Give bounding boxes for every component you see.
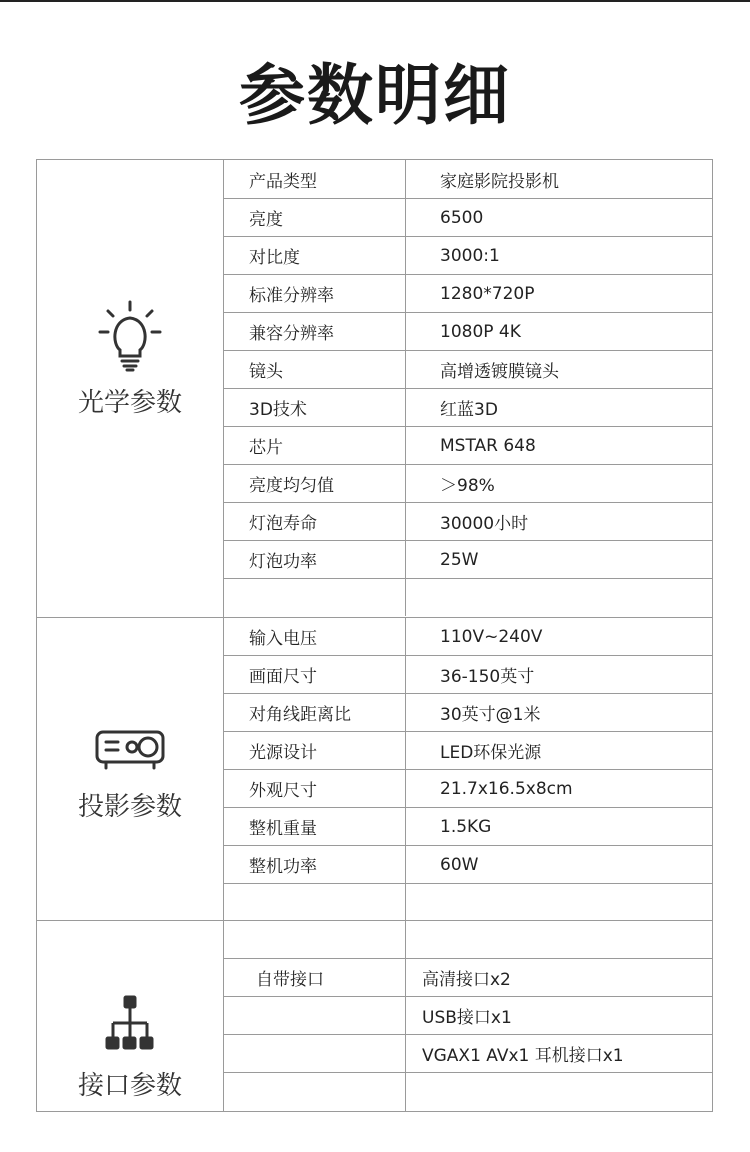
projector-icon xyxy=(94,728,166,772)
table-row xyxy=(224,389,712,427)
spec-key: 外观尺寸 xyxy=(224,770,406,807)
table-row xyxy=(224,237,712,275)
table-row xyxy=(224,770,712,808)
spec-value: 家庭影院投影机 xyxy=(440,171,559,192)
table-row xyxy=(224,541,712,579)
table-row xyxy=(224,465,712,503)
spec-value: 高增透镀膜镜头 xyxy=(440,362,559,382)
spec-table xyxy=(36,159,713,1112)
section-interfaces xyxy=(37,921,712,1111)
table-row xyxy=(224,199,712,237)
spec-value: 30英寸@1米 xyxy=(440,705,541,725)
spec-key xyxy=(224,579,406,616)
spec-value: ＞98% xyxy=(440,476,495,496)
spec-key: 光源设计 xyxy=(224,732,406,769)
lightbulb-icon xyxy=(98,300,162,372)
spec-key xyxy=(224,921,406,958)
table-row xyxy=(224,656,712,694)
table-row xyxy=(224,732,712,770)
spec-value: 110V~240V xyxy=(440,626,543,647)
spec-key: 灯泡功率 xyxy=(224,541,406,578)
spec-key: 芯片 xyxy=(224,427,406,464)
category-cell-projection xyxy=(37,618,224,920)
spec-value: 1080P 4K xyxy=(440,321,521,342)
spec-key: 对角线距离比 xyxy=(224,694,406,731)
spec-key: 灯泡寿命 xyxy=(224,503,406,540)
spec-rows xyxy=(224,618,712,920)
spec-value xyxy=(406,1073,712,1111)
section-optical xyxy=(37,160,712,618)
spec-value: 60W xyxy=(440,854,479,875)
spec-value: 红蓝3D xyxy=(440,400,498,420)
table-row xyxy=(224,313,712,351)
spec-value: 30000小时 xyxy=(440,514,529,534)
spec-key xyxy=(224,997,406,1034)
spec-key: 整机重量 xyxy=(224,808,406,845)
spec-key: 输入电压 xyxy=(224,618,406,655)
category-label: 光学参数 xyxy=(77,388,182,418)
table-row xyxy=(224,579,712,616)
top-rule xyxy=(0,0,750,2)
table-row xyxy=(224,275,712,313)
table-row xyxy=(224,427,712,465)
table-row xyxy=(224,808,712,846)
table-row xyxy=(224,846,712,884)
section-projection xyxy=(37,618,712,921)
spec-key: 兼容分辨率 xyxy=(224,313,406,350)
spec-key: 镜头 xyxy=(224,351,406,388)
category-label: 投影参数 xyxy=(77,792,182,822)
spec-value: 高清接口x2 xyxy=(422,970,511,990)
spec-value: 6500 xyxy=(440,207,484,228)
spec-key xyxy=(224,884,406,920)
spec-value: 3000:1 xyxy=(440,245,500,266)
spec-key: 3D技术 xyxy=(224,389,406,426)
spec-key: 整机功率 xyxy=(224,846,406,883)
spec-key: 自带接口 xyxy=(224,959,406,996)
spec-key: 画面尺寸 xyxy=(224,656,406,693)
spec-key: 标准分辨率 xyxy=(224,275,406,312)
spec-key xyxy=(224,1073,406,1111)
category-cell-optical xyxy=(37,160,224,617)
network-hierarchy-icon xyxy=(104,995,156,1053)
table-row xyxy=(224,694,712,732)
table-row xyxy=(224,618,712,656)
spec-value: MSTAR 648 xyxy=(440,435,536,456)
table-row xyxy=(224,959,712,997)
table-row xyxy=(224,884,712,920)
spec-rows xyxy=(224,921,712,1111)
spec-key xyxy=(224,1035,406,1072)
table-row xyxy=(224,160,712,199)
spec-value: 1280*720P xyxy=(440,283,535,304)
table-row xyxy=(224,921,712,959)
spec-value xyxy=(406,921,712,958)
spec-value xyxy=(406,884,712,920)
spec-rows xyxy=(224,160,712,616)
spec-key: 对比度 xyxy=(224,237,406,274)
spec-key: 亮度均匀值 xyxy=(224,465,406,502)
spec-key: 产品类型 xyxy=(224,160,406,198)
table-row xyxy=(224,351,712,389)
spec-value: 21.7x16.5x8cm xyxy=(440,778,573,799)
spec-value: 1.5KG xyxy=(440,816,492,837)
spec-value: LED环保光源 xyxy=(440,743,542,763)
page-title: 参数明细 xyxy=(239,57,511,134)
table-row xyxy=(224,997,712,1035)
spec-value xyxy=(406,579,712,616)
category-cell-interfaces xyxy=(37,921,224,1111)
table-row xyxy=(224,503,712,541)
spec-value: 25W xyxy=(440,549,479,570)
table-row xyxy=(224,1035,712,1073)
spec-value: VGAX1 AVx1 耳机接口x1 xyxy=(422,1046,624,1066)
spec-value: 36-150英寸 xyxy=(440,667,535,687)
table-row xyxy=(224,1073,712,1111)
spec-key: 亮度 xyxy=(224,199,406,236)
category-label: 接口参数 xyxy=(77,1071,182,1101)
spec-value: USB接口x1 xyxy=(422,1008,512,1028)
